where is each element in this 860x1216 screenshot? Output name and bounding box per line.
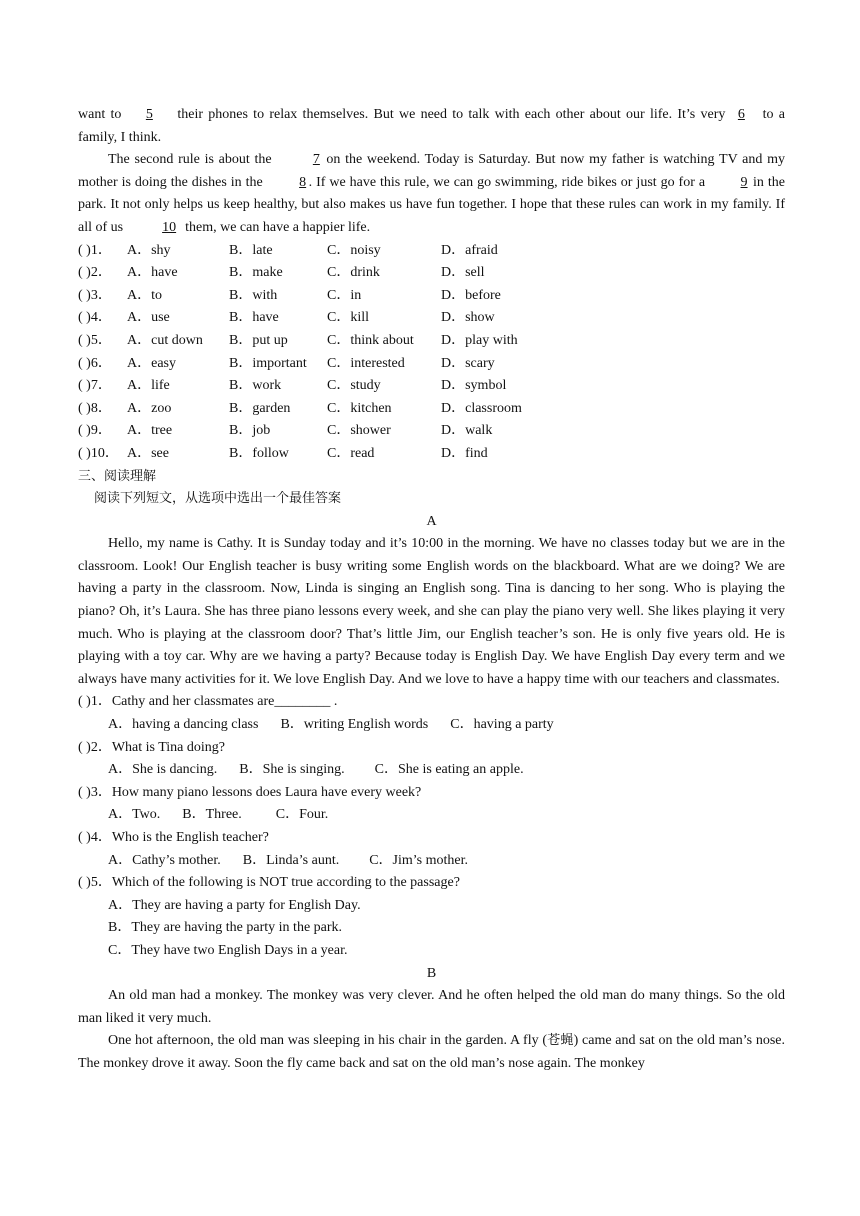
- question-stem: ( )5．Which of the following is NOT true according to the passage?: [78, 875, 460, 891]
- passage-b-label: B: [426, 965, 437, 981]
- question-stem: ( )4．Who is the English teacher?: [78, 830, 269, 845]
- passage-a-text: Hello, my name is Cathy. It is Sunday today and it’s 10:00 in the morning. We have no classes today but we are in the classroom. Look! Our English teacher is busy writing some English words on the blackboard. What are we doing? We are having a party in the classroom. Now, Linda is singing an English song. Tina is dancing to her song. Who is playing the piano? Oh, it’s Laura. She has three piano lessons every week, and she can play the piano very well. She likes playing it very much. Who is playing at the classroom door? That’s little Jim, our English teacher’s son. He is only five years old. He is playing with a toy car. Why are we having a party? Because today is English Day. We have English Day every term and we always have many activities for it. We love English Day. And we love to have a happy time with our teachers and classmates.: [78, 536, 785, 687]
- option-row: ( )4． A．use B．have C．kill D．show: [78, 310, 495, 326]
- passage-a-questions: [78, 691, 785, 962]
- passage-b-paragraph-1: An old man had a monkey. The monkey was very clever. And he often helped the old man do many things. So the old man liked it very much.: [78, 988, 785, 1026]
- cloze-options: [78, 240, 785, 466]
- option-row: ( )3． A．to B．with C．in D．before: [78, 287, 501, 303]
- option-row: ( )6． A．easy B．important C．interested D．scary: [78, 355, 495, 371]
- question-stem: ( )2．What is Tina doing?: [78, 739, 225, 755]
- question-options: A．Cathy’s mother. B．Linda’s aunt. C．Jim’s mother.: [108, 852, 469, 868]
- question-option: B．They are having the party in the park.: [108, 920, 343, 936]
- worksheet-page: [78, 104, 785, 1076]
- option-row: ( )8． A．zoo B．garden C．kitchen D．classroom: [78, 400, 522, 416]
- cloze-paragraph-2: The second rule is about the 7 on the weekend. Today is Saturday. But now my father is watching TV and my mother is doing the dishes in the 8 . If we have this rule, we can go swimming, ride bikes or just go for a 9 in the park. It not only helps us keep healthy, but also makes us have fun together. I hope that these rules can work in my family. If all of us 10 them, we can have a happier life.: [78, 149, 785, 239]
- question-option: C．They have two English Days in a year.: [108, 942, 348, 958]
- blank-8: 8: [299, 174, 307, 190]
- option-row: ( )10． A．see B．follow C．read D．find: [78, 445, 488, 461]
- blank-5: 5: [145, 107, 153, 122]
- blank-6: 6: [737, 107, 745, 122]
- option-row: ( )2． A．have B．make C．drink D．sell: [78, 265, 485, 281]
- option-row: ( )7． A．life B．work C．study D．symbol: [78, 378, 507, 394]
- passage-b-paragraph-2: One hot afternoon, the old man was sleeping in his chair in the garden. A fly (苍蝇) came and sat on the old man’s nose. The monkey drove it away. Soon the fly came back and sat on the old man’s nose again. The monkey: [78, 1033, 785, 1071]
- option-row: ( )1． A．shy B．late C．noisy D．afraid: [78, 242, 498, 258]
- question-stem: ( )1．Cathy and her classmates are________ .: [78, 694, 338, 710]
- section-heading: 三、阅读理解: [78, 468, 157, 484]
- section-instruction: 阅读下列短文，从选项中选出一个最佳答案: [94, 491, 342, 507]
- question-options: A．Two. B．Three. C．Four.: [108, 807, 329, 823]
- question-options: A．She is dancing. B．She is singing. C．She is eating an apple.: [108, 762, 524, 778]
- question-options: A．having a dancing class B．writing English words C．having a party: [108, 717, 554, 733]
- question-option: A．They are having a party for English Day.: [108, 897, 361, 913]
- question-stem: ( )3．How many piano lessons does Laura have every week?: [78, 784, 422, 800]
- cloze-paragraph-1: want to 5 their phones to relax themselves. But we need to talk with each other about our life. It’s very 6 to a family, I think.: [78, 104, 785, 149]
- blank-10: 10: [162, 219, 177, 235]
- blank-7: 7: [312, 152, 320, 168]
- option-row: ( )5． A．cut down B．put up C．think about D．play with: [78, 332, 518, 348]
- option-row: ( )9． A．tree B．job C．shower D．walk: [78, 423, 493, 439]
- passage-a-label: A: [426, 513, 437, 529]
- blank-9: 9: [740, 174, 748, 190]
